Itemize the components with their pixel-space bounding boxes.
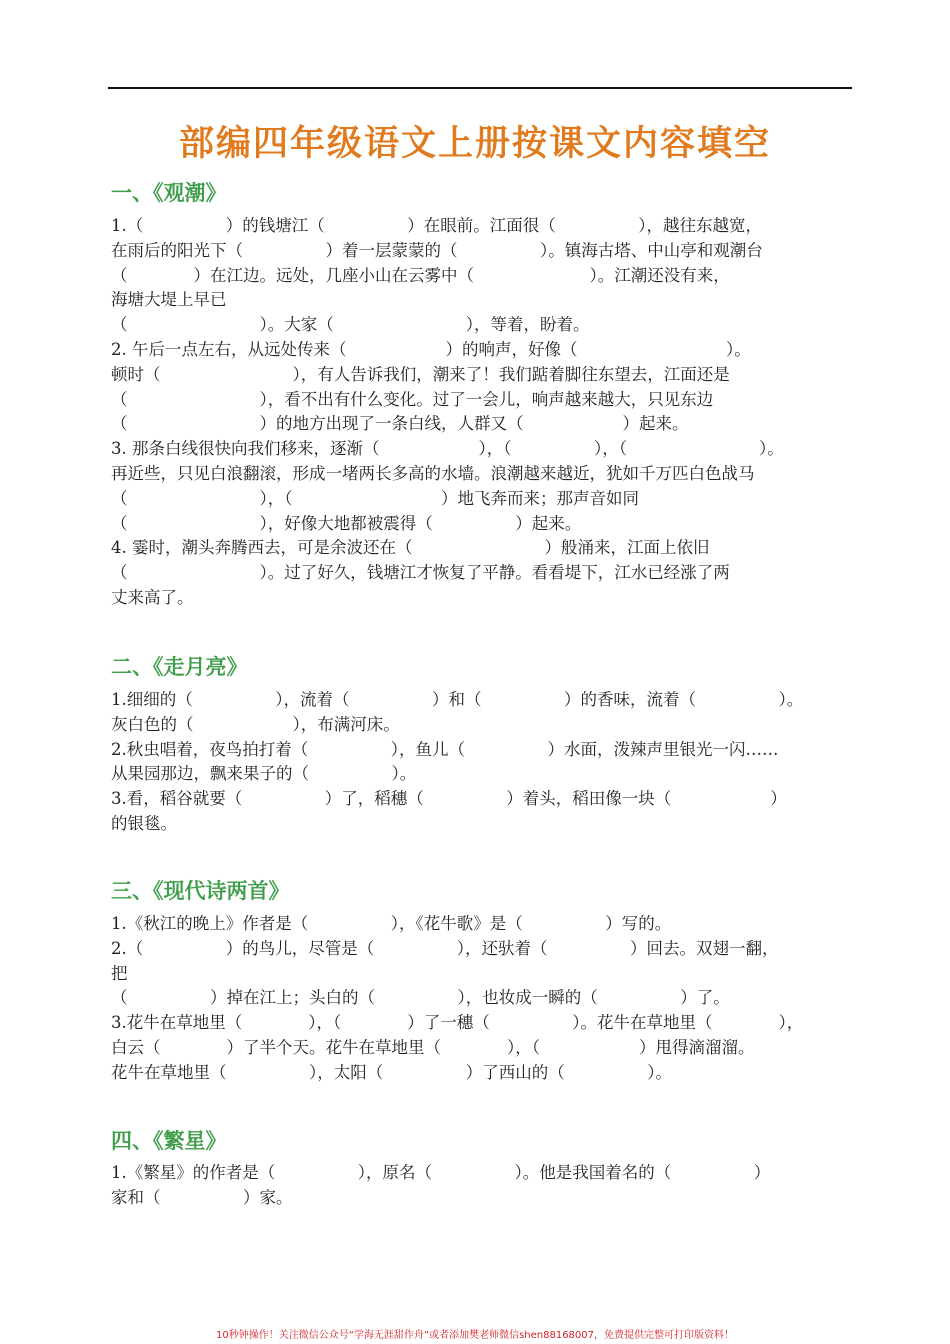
text-line: （ ），（ ）地飞奔而来；那声音如同	[111, 488, 639, 508]
section-heading-zouyueliang: 二、《走月亮》	[111, 655, 248, 679]
text-line: 把	[111, 963, 128, 983]
text-line: 的银毯。	[111, 813, 177, 833]
text-line: 从果园那边，飘来果子的（ ）。	[111, 764, 417, 784]
text-line: 家和（ ）家。	[111, 1187, 293, 1207]
section-body-zouyueliang	[111, 688, 851, 837]
text-line: （ ），好像大地都被震得（ ）起来。	[111, 513, 582, 533]
text-line: 1.《繁星》的作者是（ ），原名（ ）。他是我国着名的（ ）	[111, 1163, 771, 1182]
text-line: 丈来高了。	[111, 587, 194, 607]
section-heading-fanxing: 四、《繁星》	[111, 1129, 227, 1153]
text-line: 顿时（ ），有人告诉我们，潮来了！我们踮着脚往东望去，江面还是	[111, 364, 730, 384]
text-line: （ ），看不出有什么变化。过了一会儿，响声越来越大，只见东边	[111, 389, 714, 409]
text-line: 3.看，稻谷就要（ ）了，稻穗（ ）着头，稻田像一块（ ）	[111, 789, 787, 809]
text-line: （ ）掉在江上；头白的（ ），也妆成一瞬的（ ）了。	[111, 988, 730, 1008]
section-body-guanchao	[111, 214, 851, 611]
text-line: 2.（ ）的鸟儿，尽管是（ ），还驮着（ ）回去。双翅一翻，	[111, 938, 779, 958]
text-line: （ ）在江边。远处，几座小山在云雾中（ ）。江潮还没有来，	[111, 265, 730, 285]
text-line: 1.（ ）的钱塘江（ ）在眼前。江面很（ ），越往东越宽，	[111, 216, 762, 235]
text-line: 海塘大堤上早已	[111, 290, 227, 310]
text-line: 3.花牛在草地里（ ），（ ）了一穗（ ）。花牛在草地里（ ），	[111, 1013, 804, 1033]
text-line: 2.秋虫唱着，夜鸟拍打着（ ），鱼儿（ ）水面，泼辣声里银光一闪……	[111, 739, 779, 759]
text-line: 4. 霎时，潮头奔腾西去，可是余波还在（ ）般涌来，江面上依旧	[111, 538, 710, 558]
text-line: 再近些，只见白浪翻滚，形成一堵两长多高的水墙。浪潮越来越近，犹如千万匹白色战马	[111, 463, 755, 483]
text-line: 2. 午后一点左右，从远处传来（ ）的响声，好像（ ）。	[111, 339, 751, 359]
text-line: 3. 那条白线很快向我们移来，逐渐（ ），（ ），（ ）。	[111, 439, 784, 459]
text-line: 花牛在草地里（ ），太阳（ ）了西山的（ ）。	[111, 1062, 672, 1082]
text-line: 在雨后的阳光下（ ）着一层蒙蒙的（ ）。镇海古塔、中山亭和观潮台	[111, 240, 763, 260]
top-rule	[108, 87, 852, 89]
text-line: （ ）。大家（ ），等着，盼着。	[111, 315, 590, 335]
section-heading-xiandaishi: 三、《现代诗两首》	[111, 879, 290, 903]
text-line: （ ）的地方出现了一条白线，人群又（ ）起来。	[111, 414, 689, 434]
section-body-xiandaishi	[111, 912, 851, 1086]
text-line: （ ）。过了好久，钱塘江才恢复了平静。看看堤下，江水已经涨了两	[111, 563, 730, 583]
section-heading-guanchao: 一、《观潮》	[111, 181, 227, 205]
section-body-fanxing	[111, 1161, 851, 1211]
document-title: 部编四年级语文上册按课文内容填空	[178, 124, 771, 164]
footer-note: 10秒钟操作！关注微信公众号“学海无涯甜作舟”或者添加樊老师微信shen88168007，免费提供完整可打印版资料！	[215, 1330, 735, 1341]
text-line: 灰白色的（ ），布满河床。	[111, 714, 400, 734]
text-line: 1.细细的（ ），流着（ ）和（ ）的香味，流着（ ）。	[111, 690, 804, 709]
text-line: 白云（ ）了半个天。花牛在草地里（ ），（ ）甩得滴溜溜。	[111, 1037, 755, 1057]
text-line: 1.《秋江的晚上》作者是（ ），《花牛歌》是（ ）写的。	[111, 914, 672, 933]
